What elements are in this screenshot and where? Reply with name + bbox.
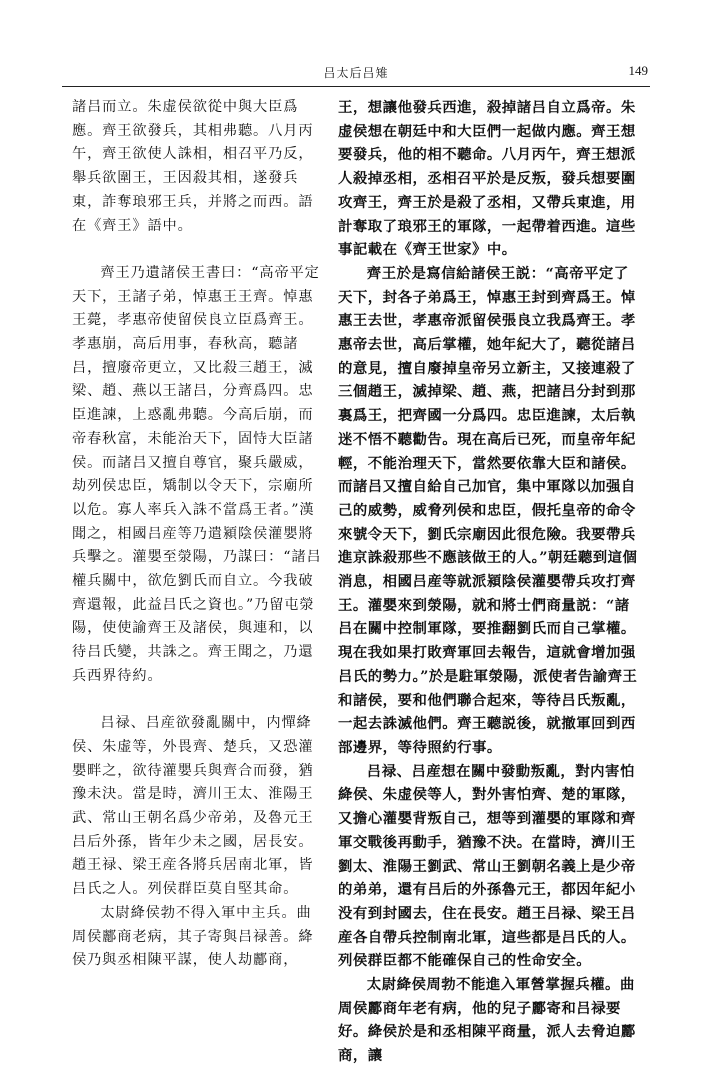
classical-paragraph: 太尉絳侯勃不得入軍中主兵。曲周侯酈商老病，其子寄與吕禄善。絳侯乃與丞相陳平謀，使人劫酈商，: [72, 904, 314, 969]
page-header: [62, 62, 650, 87]
translation-paragraph: 太尉絳侯周勃不能進入軍營掌握兵權。曲周侯酈商年老有病，他的兒子酈寄和吕禄要好。絳侯於是和丞相陳平商量，派人去脅迫酈商，讓: [338, 976, 636, 1065]
classical-paragraph: 齊王乃遺諸侯王書曰：“高帝平定天下，王諸子弟，悼惠王王齊。悼惠王薨，孝惠帝使留侯良立臣爲齊王。孝惠崩，高后用事，春秋高，聽諸吕，擅廢帝更立，又比殺三趙王，滅梁、趙、燕以王諸吕，分齊爲四。忠臣進諫，上惑亂弗聽。今高后崩，而帝春秋富，未能治天下，固恃大臣諸侯。而諸吕又擅自尊官，聚兵嚴威，劫列侯忠臣，矯制以令天下，宗廟所以危。寡人率兵入誅不當爲王者。”漢聞之，相國吕産等乃遣潁陰侯灌嬰將兵擊之。灌嬰至滎陽，乃謀曰：“諸吕權兵關中，欲危劉氏而自立。今我破齊還報，此益吕氏之資也。”乃留屯滎陽，使使諭齊王及諸侯，與連和，以待吕氏變，共誅之。齊王聞之，乃還兵西界待約。: [72, 264, 322, 684]
translation-paragraph: 吕禄、吕産想在關中發動叛亂，對内害怕絳侯、朱虚侯等人，對外害怕齊、楚的軍隊，又擔心灌嬰背叛自己，想等到灌嬰的軍隊和齊軍交戰後再動手，猶豫不決。在當時，濟川王劉太、淮陽王劉武、常山王劉朝名義上是少帝的弟弟，還有吕后的外孫魯元王，都因年紀小没有到封國去，住在長安。趙王吕禄、梁王吕産各自帶兵控制南北軍，這些都是吕氏的人。列侯群臣都不能確保自己的性命安全。: [338, 762, 636, 970]
classical-paragraph: 吕禄、吕産欲發亂關中，内憚絳侯、朱虚等，外畏齊、楚兵，又恐灌嬰畔之，欲待灌嬰兵與齊合而發，猶豫未決。當是時，濟川王太、淮陽王武、常山王朝名爲少帝弟，及魯元王吕后外孫，皆年少未之國，居長安。趙王禄、梁王産各將兵居南北軍，皆吕氏之人。列侯群臣莫自堅其命。: [72, 715, 314, 898]
translation-paragraph: 王，想讓他發兵西進，殺掉諸吕自立爲帝。朱虚侯想在朝廷中和大臣們一起做内應。齊王想要發兵，他的相不聽命。八月丙午，齊王想派人殺掉丞相，丞相召平於是反叛，發兵想要圍攻齊王，齊王於是殺了丞相，又帶兵東進，用計奪取了琅邪王的軍隊，一起帶着西進。這些事記載在《齊王世家》中。: [338, 99, 636, 259]
classical-text-column: [72, 96, 322, 973]
page-number: 149: [628, 63, 648, 78]
running-title: 吕太后吕雉: [323, 66, 389, 80]
classical-paragraph: 諸吕而立。朱虚侯欲從中與大臣爲應。齊王欲發兵，其相弗聽。八月丙午，齊王欲使人誅相，相召平乃反，舉兵欲圍王，王因殺其相，遂發兵東，詐奪琅邪王兵，并將之而西。語在《齊王》語中。: [72, 99, 314, 234]
translation-column: [338, 96, 638, 1068]
translation-paragraph: 齊王於是寫信給諸侯王説：“高帝平定了天下，封各子弟爲王，悼惠王封到齊爲王。悼惠王去世，孝惠帝派留侯張良立我爲齊王。孝惠帝去世，高后掌權，她年紀大了，聽從諸吕的意見，擅自廢掉皇帝另立新主，又接連殺了三個趙王，滅掉梁、趙、燕，把諸吕分封到那裏爲王，把齊國一分爲四。忠臣進諫，太后執迷不悟不聽勸告。現在高后已死，而皇帝年紀輕，不能治理天下，當然要依靠大臣和諸侯。而諸吕又擅自給自己加官，集中軍隊以加强自己的威勢，威脅列侯和忠臣，假托皇帝的命令來號令天下，劉氏宗廟因此很危險。我要帶兵進京誅殺那些不應該做王的人。”朝廷聽到這個消息，相國吕産等就派潁陰侯灌嬰帶兵攻打齊王。灌嬰來到滎陽，就和將士們商量説：“諸吕在關中控制軍隊，要推翻劉氏而自己掌權。現在我如果打敗齊軍回去報告，這就會增加强吕氏的勢力。”於是駐軍滎陽，派使者告諭齊王和諸侯，要和他們聯合起來，等待吕氏叛亂，一起去誅滅他們。齊王聽説後，就撤軍回到西部邊界，等待照約行事。: [338, 264, 638, 756]
